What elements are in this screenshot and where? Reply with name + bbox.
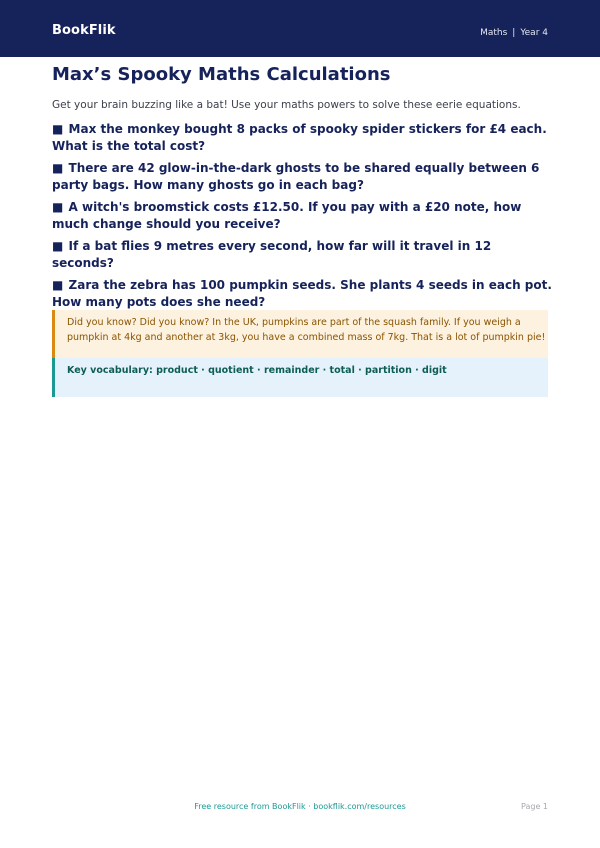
subject-label: Maths — [480, 28, 508, 38]
header-bar — [0, 0, 600, 57]
question-text: A witch's broomstick costs £12.50. If you pay with a £20 note, how much change should you receive? — [52, 200, 522, 231]
question-item — [52, 277, 552, 310]
square-bullet-icon: ■ — [52, 200, 64, 214]
page-title: Max’s Spooky Maths Calculations — [52, 64, 391, 85]
did-you-know-callout — [52, 310, 548, 358]
question-text: There are 42 glow-in-the-dark ghosts to be shared equally between 6 party bags. How many ghosts go in each bag? — [52, 161, 540, 192]
question-text: Max the monkey bought 8 packs of spooky spider stickers for £4 each. What is the total cost? — [52, 122, 547, 153]
question-list — [52, 121, 552, 316]
vocabulary-text: Key vocabulary: product · quotient · remainder · total · partition · digit — [67, 365, 447, 376]
question-item — [52, 199, 552, 232]
question-item — [52, 238, 552, 271]
fact-text: Did you know? Did you know? In the UK, pumpkins are part of the squash family. If you weigh a pumpkin at 4kg and another at 3kg, you have a combined mass of 7kg. That is a lot of pumpkin pie! — [67, 317, 546, 343]
footer-resource-link[interactable]: Free resource from BookFlik · bookflik.com/resources — [194, 802, 406, 811]
question-text: Zara the zebra has 100 pumpkin seeds. She plants 4 seeds in each pot. How many pots does she need? — [52, 278, 552, 309]
square-bullet-icon: ■ — [52, 122, 64, 136]
square-bullet-icon: ■ — [52, 278, 64, 292]
question-item — [52, 121, 552, 154]
header-meta — [480, 28, 548, 38]
question-item — [52, 160, 552, 193]
intro-text: Get your brain buzzing like a bat! Use your maths powers to solve these eerie equations. — [52, 99, 521, 111]
question-text: If a bat flies 9 metres every second, how far will it travel in 12 seconds? — [52, 239, 492, 270]
vocabulary-callout — [52, 358, 548, 397]
meta-separator: | — [512, 28, 516, 38]
square-bullet-icon: ■ — [52, 161, 64, 175]
brand-logo[interactable]: BookFlik — [52, 23, 116, 38]
square-bullet-icon: ■ — [52, 239, 64, 253]
year-label: Year 4 — [520, 28, 548, 38]
page-number: Page 1 — [521, 802, 548, 811]
